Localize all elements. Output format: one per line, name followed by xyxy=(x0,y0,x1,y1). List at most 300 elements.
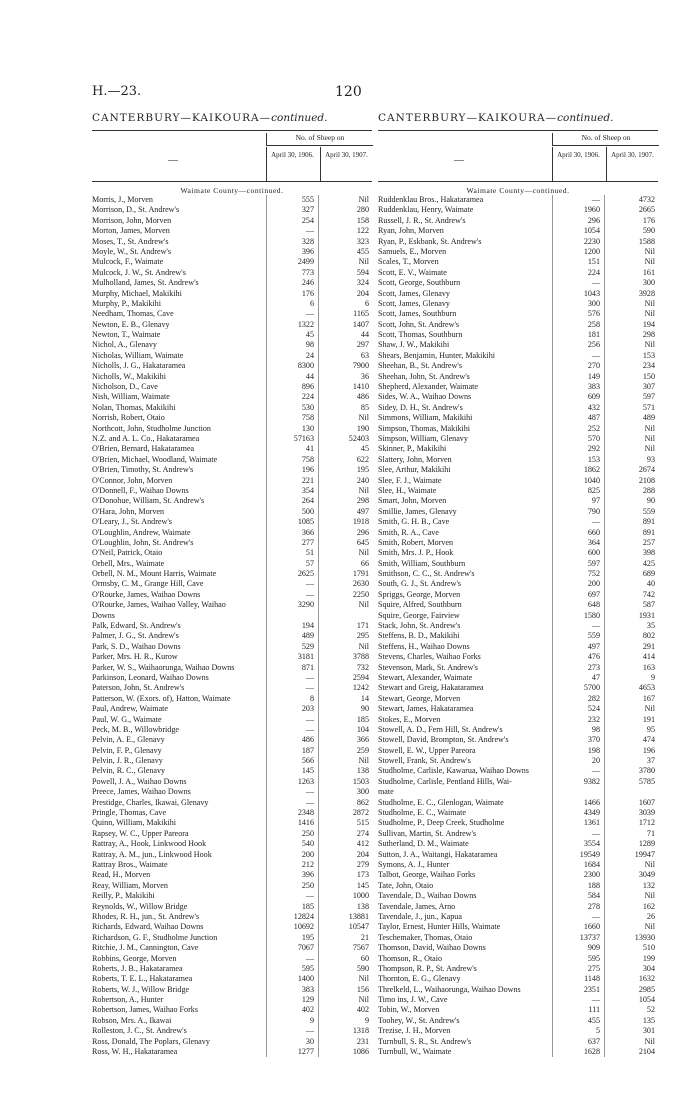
owner-name: Prestidge, Charles, Ikawai, Glenavy xyxy=(92,797,209,807)
sheep-1907: 2630 xyxy=(318,579,372,589)
table-row xyxy=(92,548,372,558)
table-row xyxy=(92,995,372,1005)
table-row xyxy=(92,413,372,423)
sheep-1906: 45 xyxy=(266,330,318,340)
sheep-1906: 57163 xyxy=(266,434,318,444)
table-row xyxy=(378,289,658,299)
sheep-1906: 13737 xyxy=(552,933,604,943)
sheep-1907: 1000 xyxy=(318,891,372,901)
sheep-1906: 12824 xyxy=(266,912,318,922)
owner-name: Ryan, John, Morven xyxy=(378,226,444,236)
table-row xyxy=(92,829,372,839)
sheep-1907: 742 xyxy=(604,590,658,600)
sheep-1907: 156 xyxy=(318,985,372,995)
sheep-1906 xyxy=(266,611,318,621)
owner-name: Rattray, A., Hook, Linkwood Hook xyxy=(92,839,207,849)
table-row xyxy=(378,943,658,953)
sheep-1907: 150 xyxy=(604,372,658,382)
table-row xyxy=(92,382,372,392)
sheep-1907: Nil xyxy=(318,413,372,423)
right-title-main: CANTERBURY—KAIKOURA— xyxy=(378,112,558,124)
table-row xyxy=(378,590,658,600)
sheep-1906: 200 xyxy=(552,579,604,589)
sheep-1906: 584 xyxy=(552,891,604,901)
sheep-1906: 181 xyxy=(552,330,604,340)
owner-name: Squire, George, Fairview xyxy=(378,610,460,620)
sheep-1906: 1628 xyxy=(552,1047,604,1057)
table-row xyxy=(378,205,658,215)
sheep-1906: 270 xyxy=(552,361,604,371)
sheep-1907: 10547 xyxy=(318,922,372,932)
table-row xyxy=(92,424,372,434)
sheep-1906: — xyxy=(266,1026,318,1036)
sheep-1906: 185 xyxy=(266,902,318,912)
owner-name: Stowell, Frank, St. Andrew's xyxy=(378,756,471,766)
sheep-1907: 162 xyxy=(604,902,658,912)
sheep-1907: 95 xyxy=(604,725,658,735)
owner-name: Reynolds, W., Willow Bridge xyxy=(92,901,188,911)
table-row xyxy=(378,382,658,392)
sheep-1906: 637 xyxy=(552,1037,604,1047)
sheep-1906: 232 xyxy=(552,715,604,725)
sheep-1907: Nil xyxy=(604,257,658,267)
sheep-1907: Nil xyxy=(604,299,658,309)
sheep-1906: 4349 xyxy=(552,808,604,818)
sheep-1907: 571 xyxy=(604,403,658,413)
table-row xyxy=(92,870,372,880)
table-row xyxy=(92,611,372,621)
sheep-1907: 93 xyxy=(604,455,658,465)
owner-name: Studholme, E. C., Glenlogan, Waimate xyxy=(378,797,504,807)
sheep-1906: 529 xyxy=(266,642,318,652)
table-row xyxy=(92,496,372,506)
sheep-1907: 2872 xyxy=(318,808,372,818)
sheep-1906: 292 xyxy=(552,444,604,454)
table-row xyxy=(378,974,658,984)
sheep-1906: 2499 xyxy=(266,257,318,267)
sheep-1906: 476 xyxy=(552,652,604,662)
sheep-1907: 323 xyxy=(318,237,372,247)
sheep-1907: Nil xyxy=(318,548,372,558)
table-row xyxy=(378,912,658,922)
sheep-1906: 396 xyxy=(266,870,318,880)
sheep-1906: 188 xyxy=(552,881,604,891)
sheep-1907: 1607 xyxy=(604,798,658,808)
table-row xyxy=(378,434,658,444)
sheep-1906: — xyxy=(552,829,604,839)
table-row xyxy=(378,340,658,350)
sheep-1907: Nil xyxy=(604,309,658,319)
table-row xyxy=(378,361,658,371)
sheep-1906: 252 xyxy=(552,424,604,434)
sheep-1907: 2250 xyxy=(318,590,372,600)
owner-name: Russell, J. R., St. Andrew's xyxy=(378,215,466,225)
table-row xyxy=(378,704,658,714)
left-title-cont: continued. xyxy=(271,112,328,124)
sheep-1906: 1361 xyxy=(552,818,604,828)
left-name-col-header: — xyxy=(168,155,178,166)
table-row xyxy=(378,455,658,465)
table-row xyxy=(92,881,372,891)
sheep-1907: 1318 xyxy=(318,1026,372,1036)
table-row xyxy=(92,600,372,610)
sheep-1907: 3049 xyxy=(604,870,658,880)
sheep-1907: 295 xyxy=(318,631,372,641)
owner-name: Richards, Edward, Waihao Downs xyxy=(92,922,204,932)
sheep-1907: Nil xyxy=(604,434,658,444)
sheep-1907: Nil xyxy=(604,922,658,932)
sheep-1906: 194 xyxy=(266,621,318,631)
owner-name: Murphy, Michael, Makikihi xyxy=(92,288,182,298)
sheep-1906: 282 xyxy=(552,694,604,704)
sheep-1907: 291 xyxy=(604,642,658,652)
sheep-1907: 297 xyxy=(318,340,372,350)
owner-name: Paterson, John, St. Andrew's xyxy=(92,683,185,693)
sheep-1907: 240 xyxy=(318,476,372,486)
sheep-1906: 7067 xyxy=(266,943,318,953)
sheep-1906: 1862 xyxy=(552,465,604,475)
table-row xyxy=(92,922,372,932)
sheep-1906: 790 xyxy=(552,507,604,517)
sheep-1907: 296 xyxy=(318,528,372,538)
sheep-1907: 324 xyxy=(318,278,372,288)
owner-name: Stack, John, St. Andrew's xyxy=(378,621,461,631)
owner-name: South, G. J., St. Andrew's xyxy=(378,579,462,589)
owner-name: Smith, William, Southburn xyxy=(378,558,466,568)
sheep-1906: 648 xyxy=(552,600,604,610)
sheep-1906: — xyxy=(266,226,318,236)
sheep-1906: 896 xyxy=(266,382,318,392)
owner-name: N.Z. and A. L. Co., Hakataramea xyxy=(92,433,200,443)
owner-name: Robbins, George, Morven xyxy=(92,953,177,963)
sheep-1907: 300 xyxy=(604,278,658,288)
sheep-1906: 600 xyxy=(552,548,604,558)
sheep-1907: 559 xyxy=(604,507,658,517)
sheep-1907: 274 xyxy=(318,829,372,839)
table-row xyxy=(378,413,658,423)
sheep-1906: 697 xyxy=(552,590,604,600)
sheep-1906: 98 xyxy=(552,725,604,735)
sheep-1906: 145 xyxy=(266,766,318,776)
sheep-1907: Nil xyxy=(604,247,658,257)
sheep-1906: 432 xyxy=(552,403,604,413)
owner-name: Nicholson, D., Cave xyxy=(92,382,158,392)
sheep-1906: 524 xyxy=(552,704,604,714)
sheep-1906: 203 xyxy=(266,704,318,714)
sheep-1906: 1416 xyxy=(266,818,318,828)
owner-name: Smith, G. H. B., Cave xyxy=(378,517,450,527)
sheep-1907: 13930 xyxy=(604,933,658,943)
sheep-1906: 1054 xyxy=(552,226,604,236)
sheep-1906: 300 xyxy=(552,299,604,309)
sheep-1906: 57 xyxy=(266,559,318,569)
sheep-1907 xyxy=(318,611,372,621)
table-row xyxy=(378,392,658,402)
sheep-1906: — xyxy=(266,590,318,600)
sheep-1907: 398 xyxy=(604,548,658,558)
sheep-1907: 425 xyxy=(604,559,658,569)
sheep-1907: 3928 xyxy=(604,289,658,299)
sheep-1907: 13881 xyxy=(318,912,372,922)
table-row xyxy=(92,735,372,745)
owner-name: Tobin, W., Morven xyxy=(378,1005,440,1015)
owner-name: Park, S. D., Waihao Downs xyxy=(92,641,181,651)
owner-name: O'Hara, John, Morven xyxy=(92,506,165,516)
sheep-1907: 36 xyxy=(318,372,372,382)
sheep-1907: 135 xyxy=(604,1016,658,1026)
sheep-1906 xyxy=(552,787,604,797)
table-row xyxy=(92,257,372,267)
table-row xyxy=(92,278,372,288)
sheep-1906: 566 xyxy=(266,756,318,766)
sheep-1907: 3780 xyxy=(604,766,658,776)
table-row xyxy=(92,289,372,299)
sheep-1907: 2674 xyxy=(604,465,658,475)
owner-name: Rolleston, J. C., St. Andrew's xyxy=(92,1026,187,1036)
left-sheep-header: No. of Sheep on xyxy=(266,133,373,146)
owner-name: Tavendale, J., jun., Kapua xyxy=(378,911,462,921)
owner-name: Slattery, John, Morven xyxy=(378,454,452,464)
sheep-1906: 195 xyxy=(266,933,318,943)
table-row xyxy=(378,559,658,569)
sheep-1907: 104 xyxy=(318,725,372,735)
table-row xyxy=(92,1005,372,1015)
table-row xyxy=(378,528,658,538)
sheep-1906: 500 xyxy=(266,507,318,517)
sheep-1906: 1684 xyxy=(552,860,604,870)
table-row xyxy=(378,642,658,652)
sheep-1906: 212 xyxy=(266,860,318,870)
owner-name: Pelvin, A. E., Glenavy xyxy=(92,735,165,745)
owner-name: Mulholland, James, St. Andrew's xyxy=(92,278,199,288)
sheep-1907: 5785 xyxy=(604,777,658,787)
sheep-1907: 90 xyxy=(318,704,372,714)
sheep-1907: Nil xyxy=(318,195,372,205)
owner-name: Sullivan, Martin, St. Andrew's xyxy=(378,828,477,838)
owner-name: Parker, W. S., Waihaorunga, Waihao Downs xyxy=(92,662,235,672)
sheep-1906: 273 xyxy=(552,663,604,673)
sheep-1906: 198 xyxy=(552,746,604,756)
table-row xyxy=(378,309,658,319)
owner-name: Symons, A. J., Hunter xyxy=(378,860,450,869)
table-row xyxy=(92,860,372,870)
owner-name: Sheehan, B., St. Andrew's xyxy=(378,361,462,371)
table-row xyxy=(378,787,658,797)
sheep-1906: 364 xyxy=(552,538,604,548)
sheep-1906: 149 xyxy=(552,372,604,382)
owner-name: Paul, Andrew, Waimate xyxy=(92,704,168,714)
owner-name: Scott, E. V., Waimate xyxy=(378,267,447,277)
owner-name: Moses, T., St. Andrew's xyxy=(92,236,169,246)
owner-name: Tavendale, James, Arno xyxy=(378,901,456,911)
owner-name: O'Brien, Michael, Woodland, Waimate xyxy=(92,454,218,464)
sheep-1906: 254 xyxy=(266,216,318,226)
sheep-1906: 2625 xyxy=(266,569,318,579)
sheep-1907: 153 xyxy=(604,351,658,361)
page-number: 120 xyxy=(335,84,362,100)
owner-name: Samuels, E., Morven xyxy=(378,246,447,256)
owner-name: Sutherland, D. M., Waimate xyxy=(378,839,469,849)
sheep-1907: 63 xyxy=(318,351,372,361)
sheep-1907: 1407 xyxy=(318,320,372,330)
table-row xyxy=(378,922,658,932)
owner-name: O'Loughlin, Andrew, Waimate xyxy=(92,527,191,537)
owner-name: Ryan, P., Eskbank, St. Andrew's xyxy=(378,236,482,246)
sheep-1906: 129 xyxy=(266,995,318,1005)
left-section-title xyxy=(92,112,327,124)
sheep-1906: 5 xyxy=(552,1026,604,1036)
sheep-1907: 90 xyxy=(604,496,658,506)
owner-name: Pelvin, F. P., Glenavy xyxy=(92,745,162,755)
table-row xyxy=(92,205,372,215)
table-row xyxy=(92,746,372,756)
owner-name: Sidey, D. H., St. Andrew's xyxy=(378,402,463,412)
owner-name: Nichol, A., Glenavy xyxy=(92,340,157,350)
sheep-1907: 195 xyxy=(318,465,372,475)
owner-name: Sides, W. A., Waihao Downs xyxy=(378,392,472,402)
sheep-1906: 221 xyxy=(266,476,318,486)
table-row xyxy=(378,257,658,267)
owner-name: Patterson, W. (Exors. of), Hatton, Waimate xyxy=(92,693,231,703)
table-row xyxy=(378,850,658,860)
owner-name: Norrish, Robert, Otaio xyxy=(92,413,165,423)
owner-name: Stewart, Alexander, Waimate xyxy=(378,672,473,682)
table-row xyxy=(378,725,658,735)
sheep-1906: 1660 xyxy=(552,922,604,932)
table-row xyxy=(378,1026,658,1036)
sheep-1907: 288 xyxy=(604,486,658,496)
owner-name: Scott, James, Glenavy xyxy=(378,298,450,308)
owner-name: Slee, Arthur, Makikihi xyxy=(378,465,451,475)
table-row xyxy=(378,579,658,589)
owner-name: Thompson, R. P., St. Andrew's xyxy=(378,963,477,973)
owner-name: Talbot, George, Waihao Forks xyxy=(378,870,476,880)
right-year1-header: April 30, 1906. xyxy=(552,147,604,181)
sheep-1906: 224 xyxy=(552,268,604,278)
owner-name: Studholme, Carlisle, Kawarua, Waihao Downs xyxy=(378,766,529,776)
owner-name: Parker, Mrs. H. R., Kurow xyxy=(92,652,178,662)
owner-name: Steffens, H., Waihao Downs xyxy=(378,641,470,651)
table-row xyxy=(92,756,372,766)
table-row xyxy=(92,372,372,382)
table-row xyxy=(92,320,372,330)
sheep-1907: 862 xyxy=(318,798,372,808)
owner-name: Nish, William, Waimate xyxy=(92,392,170,402)
sheep-1906: 1040 xyxy=(552,476,604,486)
sheep-1907: 176 xyxy=(604,216,658,226)
owner-name: Ruddenklau Bros., Hakataramea xyxy=(378,195,484,204)
owner-name: Rattray, A. M., jun., Linkwood Hook xyxy=(92,849,212,859)
sheep-1907: 1054 xyxy=(604,995,658,1005)
table-row xyxy=(92,766,372,776)
table-row xyxy=(378,600,658,610)
sheep-1907: 412 xyxy=(318,839,372,849)
sheep-1907: 1242 xyxy=(318,683,372,693)
sheep-1907: 167 xyxy=(604,694,658,704)
sheep-1907: 231 xyxy=(318,1037,372,1047)
sheep-1906: 19549 xyxy=(552,850,604,860)
owner-name: Thomson, David, Waihao Downs xyxy=(378,943,486,953)
owner-name: Scott, James, Glenavy xyxy=(378,288,450,298)
owner-name: Northcott, John, Studholme Junction xyxy=(92,423,211,433)
sheep-1906: 1085 xyxy=(266,517,318,527)
sheep-1906: 250 xyxy=(266,829,318,839)
sheep-1907: 161 xyxy=(604,268,658,278)
owner-name: Newton, T., Waimate xyxy=(92,330,161,340)
sheep-1907: 510 xyxy=(604,943,658,953)
owner-name: O'Donohue, William, St. Andrew's xyxy=(92,496,205,506)
owner-name: Powell, J. A., Waihao Downs xyxy=(92,776,187,786)
sheep-1907: Nil xyxy=(318,642,372,652)
owner-name: Quinn, William, Makikihi xyxy=(92,818,177,828)
right-title-cont: continued. xyxy=(557,112,614,124)
table-row xyxy=(378,798,658,808)
sheep-1907: 9 xyxy=(318,1016,372,1026)
table-row xyxy=(92,392,372,402)
sheep-1906: — xyxy=(266,798,318,808)
sheep-1907: 163 xyxy=(604,663,658,673)
table-row xyxy=(92,195,372,205)
owner-name: O'Connor, John, Morven xyxy=(92,475,173,485)
sheep-1906: 151 xyxy=(552,257,604,267)
owner-name: O'Leary, J., St. Andrew's xyxy=(92,517,172,527)
sheep-1907: 732 xyxy=(318,663,372,673)
table-row xyxy=(378,538,658,548)
table-row xyxy=(378,1047,658,1057)
sheep-1906: 296 xyxy=(552,216,604,226)
owner-name: Simmons, William, Makikihi xyxy=(378,413,473,423)
left-county-heading: Waimate County—continued. xyxy=(180,186,284,195)
sheep-1907: 138 xyxy=(318,902,372,912)
owner-name: Mulcock, J. W., St. Andrew's xyxy=(92,267,186,277)
owner-name: Ross, Donald, The Poplars, Glenavy xyxy=(92,1036,210,1046)
right-table xyxy=(378,130,658,1057)
owner-name: O'Rourke, James, Waihao Downs xyxy=(92,589,201,599)
table-row xyxy=(92,330,372,340)
owner-name: O'Neil, Patrick, Otaio xyxy=(92,548,163,558)
sheep-1907: Nil xyxy=(604,891,658,901)
owner-name: Roberts, W. J., Willow Bridge xyxy=(92,984,190,994)
table-row xyxy=(378,486,658,496)
sheep-1906: 47 xyxy=(552,673,604,683)
table-row xyxy=(92,528,372,538)
sheep-1906: — xyxy=(552,912,604,922)
sheep-1906: — xyxy=(266,309,318,319)
table-row xyxy=(378,818,658,828)
sheep-1907: 1410 xyxy=(318,382,372,392)
table-row xyxy=(378,881,658,891)
sheep-1906: 250 xyxy=(266,881,318,891)
sheep-1907: 597 xyxy=(604,392,658,402)
sheep-1907: 52403 xyxy=(318,434,372,444)
table-row xyxy=(92,808,372,818)
table-row xyxy=(92,933,372,943)
sheep-1906: 246 xyxy=(266,278,318,288)
sheep-1906: 383 xyxy=(552,382,604,392)
sheep-1906: 3290 xyxy=(266,600,318,610)
sheep-1906: 111 xyxy=(552,1005,604,1015)
sheep-1906: 5700 xyxy=(552,683,604,693)
owner-name: Shepherd, Alexander, Waimate xyxy=(378,382,479,392)
table-row xyxy=(378,548,658,558)
owner-name: Smith, Robert, Morven xyxy=(378,537,454,547)
sheep-1906: 354 xyxy=(266,486,318,496)
sheep-1906: 1580 xyxy=(552,611,604,621)
table-row xyxy=(92,912,372,922)
table-row xyxy=(92,902,372,912)
sheep-1906: 328 xyxy=(266,237,318,247)
sheep-1907: 60 xyxy=(318,954,372,964)
